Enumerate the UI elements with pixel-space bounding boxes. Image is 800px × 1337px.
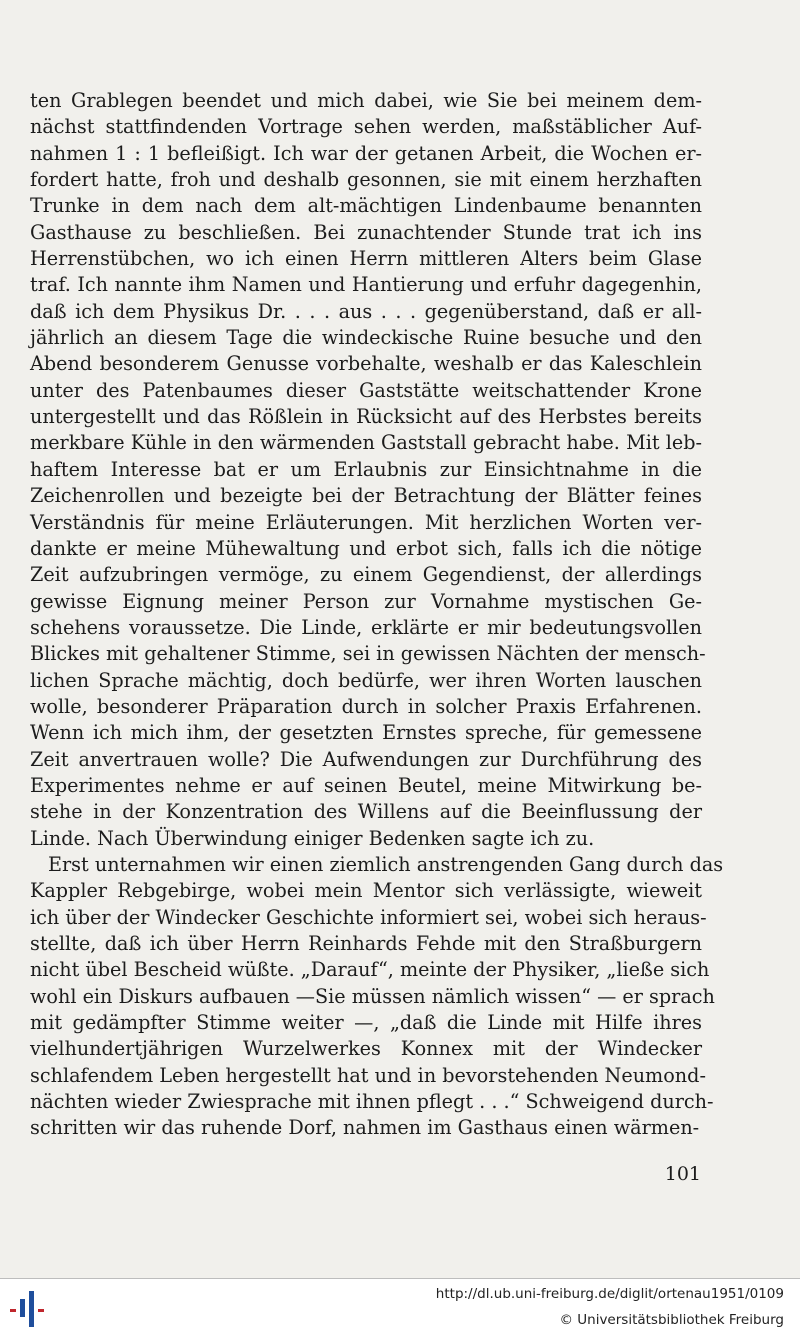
text-line: Zeit anvertrauen wolle? Die Aufwendungen zur Durchführung des bbox=[30, 747, 702, 771]
text-line: nächten wieder Zwiesprache mit ihnen pflegt . . .“ Schweigend durch- bbox=[30, 1090, 714, 1114]
text-line: ten Grablegen beendet und mich dabei, wie Sie bei meinem dem- bbox=[30, 89, 702, 112]
ub-freiburg-logo-icon[interactable] bbox=[6, 1289, 52, 1329]
text-line: mit gedämpfter Stimme weiter —, „daß die Linde mit Hilfe ihres bbox=[30, 1011, 702, 1035]
source-url-link[interactable]: http://dl.ub.uni-freiburg.de/diglit/ortenau1951/0109 bbox=[435, 1286, 784, 1302]
text-line: stellte, daß ich über Herrn Reinhards Fehde mit den Straßburgern bbox=[30, 932, 702, 955]
text-line: Experimentes nehme er auf seinen Beutel, meine Mitwirkung be- bbox=[30, 773, 702, 797]
paragraph-1 bbox=[30, 88, 706, 852]
text-line: schlafendem Leben hergestellt hat und in bevorstehenden Neumond- bbox=[30, 1063, 706, 1087]
text-line: Verständnis für meine Erläuterungen. Mit herzlichen Worten ver- bbox=[30, 510, 702, 534]
text-line: dankte er meine Mühewaltung und erbot sich, falls ich die nötige bbox=[30, 536, 702, 560]
text-line: Zeit aufzubringen vermöge, zu einem Gegendienst, der allerdings bbox=[30, 563, 702, 587]
body-text bbox=[30, 88, 724, 1142]
text-line: traf. Ich nannte ihm Namen und Hantierung und erfuhr dagegenhin, bbox=[30, 273, 702, 297]
text-line: lichen Sprache mächtig, doch bedürfe, wer ihren Worten lauschen bbox=[30, 668, 702, 692]
text-line: nächst stattfindenden Vortrage sehen werden, maßstäblicher Auf- bbox=[30, 115, 702, 139]
text-line: schritten wir das ruhende Dorf, nahmen im Gasthaus einen wärmen- bbox=[30, 1116, 700, 1140]
text-line: haftem Interesse bat er um Erlaubnis zur Einsichtnahme in die bbox=[30, 457, 702, 481]
text-line: jährlich an diesem Tage die windeckische Ruine besuche und den bbox=[30, 326, 702, 350]
paragraph-2 bbox=[30, 852, 724, 1142]
text-line: nahmen 1 : 1 befleißigt. Ich war der getanen Arbeit, die Wochen er- bbox=[30, 141, 702, 165]
text-line: untergestellt und das Rößlein in Rücksicht auf des Herbstes bereits bbox=[30, 405, 702, 429]
text-line: Blickes mit gehaltener Stimme, sei in gewissen Nächten der mensch- bbox=[30, 642, 706, 666]
text-line: fordert hatte, froh und deshalb gesonnen, sie mit einem herzhaften bbox=[30, 168, 702, 192]
text-line: wolle, besonderer Präparation durch in solcher Praxis Erfahrenen. bbox=[30, 694, 702, 718]
text-line: stehe in der Konzentration des Willens auf die Beeinflussung der bbox=[30, 800, 702, 824]
text-line: Gasthause zu beschließen. Bei zunachtender Stunde trat ich ins bbox=[30, 220, 702, 244]
text-line: Wenn ich mich ihm, der gesetzten Ernstes spreche, für gemessene bbox=[30, 721, 702, 745]
text-line: Kappler Rebgebirge, wobei mein Mentor sich verlässigte, wieweit bbox=[30, 879, 702, 903]
text-line: wohl ein Diskurs aufbauen —Sie müssen nämlich wissen“ — er sprach bbox=[30, 984, 715, 1008]
text-line: Erst unternahmen wir einen ziemlich anstrengenden Gang durch das bbox=[48, 852, 724, 876]
text-line: Herrenstübchen, wo ich einen Herrn mittleren Alters beim Glase bbox=[30, 247, 702, 271]
text-line: daß ich dem Physikus Dr. . . . aus . . . gegenüberstand, daß er all- bbox=[30, 299, 702, 323]
page-number: 101 bbox=[664, 1163, 701, 1185]
text-line: merkbare Kühle in den wärmenden Gaststall gebracht habe. Mit leb- bbox=[30, 431, 702, 455]
text-line: gewisse Eignung meiner Person zur Vornahme mystischen Ge- bbox=[30, 589, 702, 613]
copyright-notice: © Universitätsbibliothek Freiburg bbox=[559, 1312, 784, 1328]
footer-bar bbox=[0, 1278, 800, 1337]
text-line: ich über der Windecker Geschichte informiert sei, wobei sich heraus- bbox=[30, 905, 707, 929]
text-line: unter des Patenbaumes dieser Gaststätte weitschattender Krone bbox=[30, 378, 702, 402]
text-line: Zeichenrollen und bezeigte bei der Betrachtung der Blätter feines bbox=[30, 484, 702, 508]
text-line: Trunke in dem nach dem alt-mächtigen Lindenbaume benannten bbox=[30, 194, 702, 218]
text-line: Abend besonderem Genusse vorbehalte, weshalb er das Kaleschlein bbox=[30, 352, 702, 376]
text-line: schehens voraussetze. Die Linde, erklärte er mir bedeutungsvollen bbox=[30, 615, 702, 639]
text-line: nicht übel Bescheid wüßte. „Darauf“, meinte der Physiker, „ließe sich bbox=[30, 958, 710, 982]
text-line: vielhundertjährigen Wurzelwerkes Konnex mit der Windecker bbox=[30, 1037, 702, 1061]
text-line: Linde. Nach Überwindung einiger Bedenken sagte ich zu. bbox=[30, 826, 595, 850]
